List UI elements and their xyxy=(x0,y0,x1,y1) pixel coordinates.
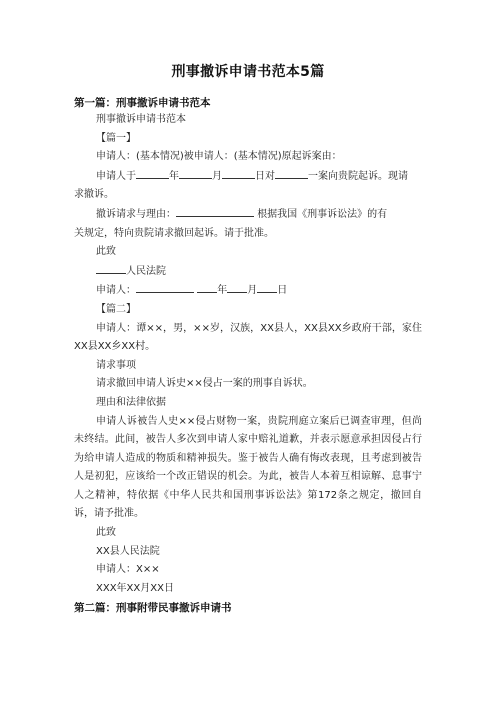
filed-text-a: 申请人于 xyxy=(96,170,136,182)
sign-year: 年 xyxy=(217,285,228,297)
reason-text-b: 根据我国《刑事诉讼法》的有 xyxy=(257,208,388,220)
year-blank xyxy=(136,167,169,179)
section-heading-part1: 第一篇：刑事撤诉申请书范本 xyxy=(74,97,211,109)
filed-text-e: 一案向贵院起诉。现请 xyxy=(308,170,408,182)
sample2-request: 请求撤回申请人诉史××侵占一案的刑事自诉状。 xyxy=(96,378,313,390)
sample2-closing: 此致 xyxy=(96,527,116,539)
sample2-grounds: 申请人诉被告人史××侵占财物一案，贵院刑庭立案后已调查审理，但尚未终结。此间，被告人多次到申请人家中赔礼道歉，并表示愿意承担因侵占行为给申请人造成的物质和精神损失。鉴于被告人确有悔改表现，且考虑到被告人是初犯，应该给一个改正错误的机会。为此，被告人本着互相谅解、息事宁人之精神，特依据《中华人民共和国刑事诉讼法》第172条之规定，撤回自诉，请予批准。 xyxy=(74,415,422,520)
sign-day-blank xyxy=(257,281,277,293)
sample2-label: 【篇二】 xyxy=(96,303,136,315)
sample2-court: XX县人民法院 xyxy=(96,545,160,557)
sign-blank xyxy=(136,281,194,293)
sample2-date: XXX年XX月XX日 xyxy=(96,582,174,594)
sign-year-blank xyxy=(197,281,217,293)
reason-blank xyxy=(176,205,254,217)
sample1-filed-line xyxy=(74,167,422,187)
sign-month: 月 xyxy=(247,285,258,297)
filed-text-d: 日对 xyxy=(255,170,275,182)
sample2-sign: 申请人：X×× xyxy=(96,564,160,576)
filed-text-c: 月 xyxy=(212,170,222,182)
sign-month-blank xyxy=(227,281,247,293)
filed-text-b: 年 xyxy=(169,170,179,182)
day-blank xyxy=(222,167,255,179)
case-blank xyxy=(275,167,308,179)
court-suffix: 人民法院 xyxy=(126,265,166,277)
sample2-request-heading: 请求事项 xyxy=(96,359,136,371)
court-blank xyxy=(96,262,126,274)
sample1-filed-cont: 求撤诉。 xyxy=(74,189,114,201)
sign-day: 日 xyxy=(277,285,288,297)
sample1-closing: 此致 xyxy=(96,246,116,258)
sample1-sign-line xyxy=(74,281,422,301)
sample1-reason-cont: 关规定，特向贵院请求撤回起诉。请于批准。 xyxy=(74,227,274,239)
sample1-court-line xyxy=(74,262,422,282)
sample2-applicant: 申请人：谭××，男，××岁，汉族，XX县人，XX县XX乡政府干部，家住XX县XX乡XX村。 xyxy=(74,322,422,353)
reason-text-a: 撤诉请求与理由： xyxy=(96,208,176,220)
sample1-label: 【篇一】 xyxy=(96,132,136,144)
sign-label: 申请人： xyxy=(96,285,136,297)
sample1-reason-line xyxy=(74,205,422,225)
month-blank xyxy=(179,167,212,179)
subtitle: 刑事撤诉申请书范本 xyxy=(96,114,186,125)
section-heading-part2: 第二篇：刑事附带民事撤诉申请书 xyxy=(74,602,232,615)
sample1-parties: 申请人：(基本情况)被申请人：(基本情况)原起诉案由： xyxy=(96,151,342,163)
document-title: 刑事撤诉申请书范本5篇 xyxy=(171,64,325,80)
sample2-grounds-heading: 理由和法律依据 xyxy=(96,396,166,408)
